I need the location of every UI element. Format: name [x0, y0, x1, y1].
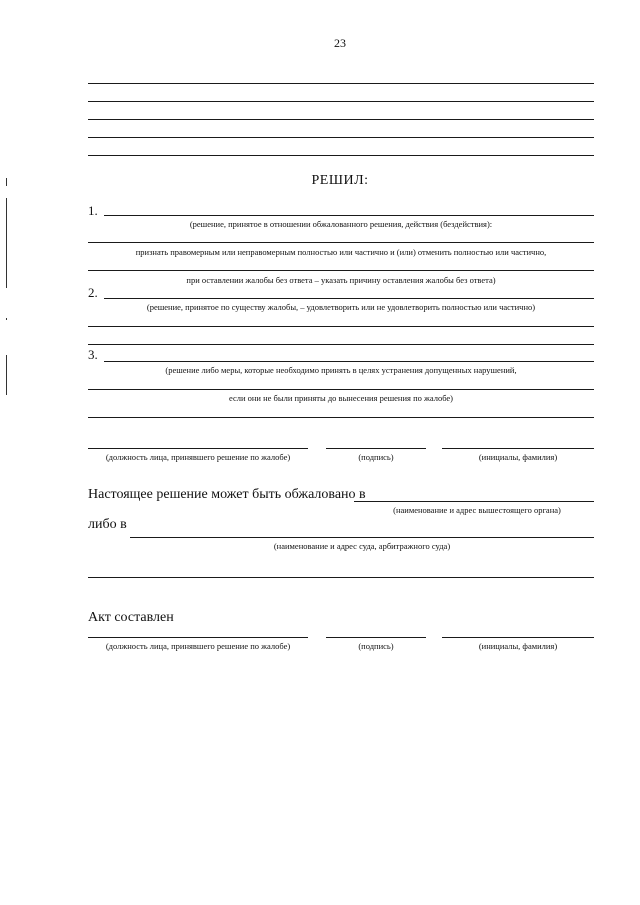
margin-mark: [6, 198, 7, 288]
blank-line: [88, 344, 594, 345]
act-text: Акт составлен: [88, 610, 174, 625]
name-line: [442, 448, 594, 449]
blank-line: [88, 270, 594, 271]
appeal-or-text: либо в: [88, 517, 127, 532]
margin-mark: [6, 318, 7, 320]
blank-line: [88, 101, 594, 102]
signature-caption: (подпись): [358, 452, 394, 462]
blank-line: [88, 83, 594, 84]
blank-line: [88, 137, 594, 138]
blank-line: [88, 155, 594, 156]
position-caption: (должность лица, принявшего решение по жалобе): [105, 452, 291, 462]
signature-line: [326, 448, 426, 449]
blank-line: [104, 298, 594, 299]
blank-line: [88, 389, 594, 390]
item-number: 3.: [88, 347, 98, 362]
decision-heading: РЕШИЛ:: [311, 173, 369, 188]
signature-line: [326, 637, 426, 638]
blank-line: [104, 361, 594, 362]
name-caption: (инициалы, фамилия): [478, 641, 558, 651]
item-caption: при оставлении жалобы без ответа – указать причину оставления жалобы без ответа): [186, 275, 496, 285]
item-caption: если они не были приняты до вынесения решения по жалобе): [228, 393, 454, 403]
court-line: [130, 537, 594, 538]
signature-caption: (подпись): [358, 641, 394, 651]
item-caption: признать правомерным или неправомерным полностью или частично и (или) отменить полностью или частично,: [135, 247, 547, 257]
margin-mark: [6, 355, 7, 395]
page-number: 23: [334, 36, 346, 50]
blank-line: [88, 242, 594, 243]
court-caption: (наименование и адрес суда, арбитражного суда): [273, 541, 451, 551]
item-caption: (решение либо меры, которые необходимо принять в целях устранения допущенных нарушений,: [165, 365, 517, 375]
authority-caption: (наименование и адрес вышестоящего органа): [393, 505, 561, 515]
name-caption: (инициалы, фамилия): [478, 452, 558, 462]
blank-line: [104, 215, 594, 216]
blank-line: [88, 119, 594, 120]
position-line: [88, 448, 308, 449]
position-line: [88, 637, 308, 638]
blank-line: [88, 577, 594, 578]
item-caption: (решение, принятое в отношении обжалованного решения, действия (бездействия):: [189, 219, 493, 229]
blank-line: [88, 417, 594, 418]
item-number: 1.: [88, 203, 98, 218]
authority-line: [354, 501, 594, 502]
position-caption: (должность лица, принявшего решение по жалобе): [105, 641, 291, 651]
appeal-text: Настоящее решение может быть обжаловано в: [88, 487, 366, 502]
item-caption: (решение, принятое по существу жалобы, – удовлетворить или не удовлетворить полностью или частично): [146, 302, 536, 312]
name-line: [442, 637, 594, 638]
blank-line: [88, 326, 594, 327]
margin-mark: [6, 178, 7, 186]
item-number: 2.: [88, 285, 98, 300]
